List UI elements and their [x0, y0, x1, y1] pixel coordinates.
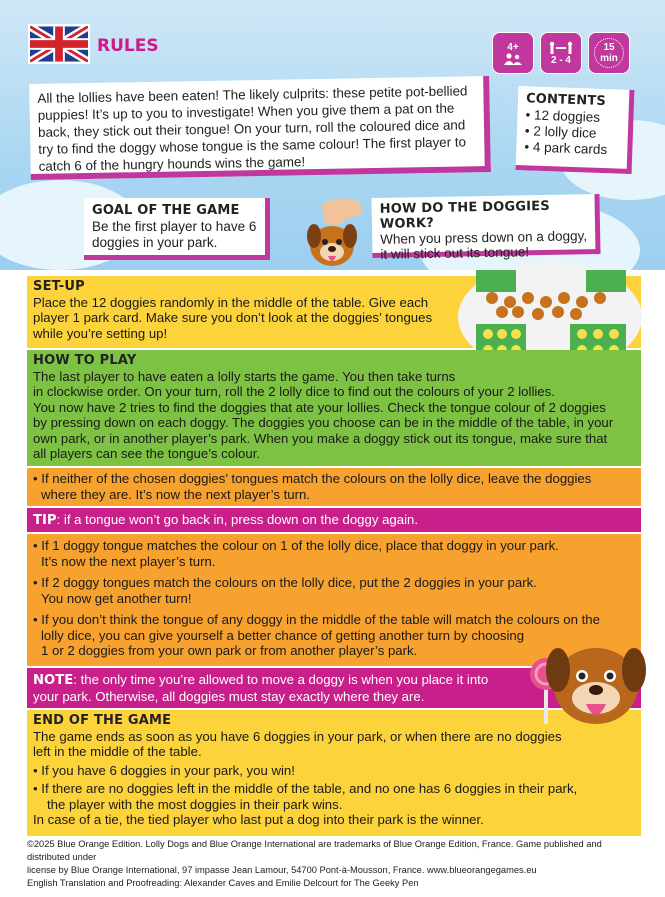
no-match-section	[27, 468, 641, 506]
tip-label: TIP	[33, 513, 57, 528]
how-to-play-line: The last player to have eaten a lolly starts the game. You then take turns	[33, 368, 456, 384]
how-doggies-work-title: HOW DO THE DOGGIES WORK?	[379, 198, 550, 232]
setup-text: Place the 12 doggies randomly in the middle of the table. Give each player 1 park card. Make sure you don’t look at the doggies’ tongues while you’re setting up!	[33, 294, 433, 341]
contents-item: • 2 lolly dice	[524, 123, 597, 141]
end-title: END OF THE GAME	[33, 713, 172, 728]
match-line: • If 1 doggy tongue matches the colour on 1 of the lolly dice, place that doggy in your park.	[33, 538, 559, 553]
game-info-badges	[492, 32, 630, 74]
clock-icon	[594, 38, 624, 68]
goal-title: GOAL OF THE GAME	[92, 203, 240, 218]
age-badge	[492, 32, 534, 74]
how-doggies-work-text: When you press down on a doggy, it will stick out its tongue!	[380, 228, 588, 262]
no-match-line: where they are. It’s now the next player’s turn.	[41, 486, 311, 502]
match-line: You now get another turn!	[41, 590, 192, 606]
contents-box	[516, 86, 635, 174]
doggy-with-lolly-illustration	[530, 624, 650, 734]
footer-line: license by Blue Orange International, 97 impasse Jean Lamour, 54700 Pont-à-Mousson, France. www.blueorangegames.eu	[27, 865, 537, 875]
end-bullet: • If you have 6 doggies in your park, you win!	[33, 762, 295, 778]
contents-list	[524, 107, 621, 158]
time-badge	[588, 32, 630, 74]
how-doggies-work-box	[371, 194, 600, 262]
person-icon	[502, 53, 524, 65]
match-line: lolly dice, you can give yourself a better chance of getting another turn by choosing	[41, 627, 525, 643]
footer-line: ©2025 Blue Orange Edition. Lolly Dogs and Blue Orange International are trademarks of Blue Orange Edition, France. Game published and distributed under	[27, 839, 602, 862]
match-line: It’s now the next player’s turn.	[41, 553, 216, 569]
end-bullet: • If there are no doggies left in the middle of the table, and no one has 6 doggies in their park,	[33, 781, 578, 796]
goal-box	[84, 198, 270, 260]
players-table-icon	[548, 41, 574, 55]
how-to-play-line: You now have 2 tries to find the doggies that ate your lollies. Check the tongue colour of 2 doggies	[33, 399, 606, 415]
players-badge	[540, 32, 582, 74]
how-to-play-line: all players can see the tongue’s colour.	[33, 446, 261, 461]
time-value: 15	[603, 42, 615, 53]
age-value: 4+	[507, 41, 519, 53]
intro-box	[29, 76, 491, 180]
footer-line: English Translation and Proofreading: Alexander Caves and Emilie Delcourt for The Geeky Pen	[27, 878, 419, 888]
how-to-play-section	[27, 350, 641, 466]
match-line: 1 or 2 doggies from your own park or from another player’s park.	[41, 643, 418, 658]
footer	[27, 838, 647, 890]
how-to-play-line: own park, or in another player’s park. When you make a doggy stick out its tongue, make sure that	[33, 430, 608, 446]
time-unit: min	[600, 53, 618, 64]
players-value: 2 - 4	[550, 54, 571, 66]
how-to-play-line: in clockwise order. On your turn, roll the 2 lolly dice to find out the colours of your 2 lollies.	[33, 384, 555, 399]
note-line: : the only time you’re allowed to move a doggy is when you place it into	[73, 672, 489, 687]
end-line: left in the middle of the table.	[33, 744, 202, 759]
no-match-line: • If neither of the chosen doggies’ tongues match the colours on the lolly dice, leave the doggies	[33, 471, 592, 486]
contents-item: • 4 park cards	[524, 139, 608, 158]
setup-title: SET-UP	[33, 279, 85, 294]
contents-title: CONTENTS	[525, 91, 607, 110]
tip-section	[27, 508, 641, 532]
how-to-play-line: by pressing down on each doggy. The doggies you choose can be in the middle of the table, in your	[33, 415, 614, 430]
note-line: your park. Otherwise, all doggies must stay exactly where they are.	[33, 688, 425, 704]
hand-pressing-doggy-illustration	[302, 196, 368, 272]
intro-text: All the lollies have been eaten! The likely culprits: these petite pot-bellied puppies! It’s up to you to investigate! When you give them a pat on the back, they stick out their tongue! On your turn, roll the coloured dice and try to find the doggy whose tongue is the same colour! The first player to catch 6 of the hungry hounds wins the game!	[37, 83, 468, 174]
contents-item: • 12 doggies	[525, 107, 601, 125]
end-tie: In case of a tie, the tied player who last put a dog into their park is the winner.	[33, 812, 484, 827]
end-bullet: the player with the most doggies in their park wins.	[47, 796, 343, 812]
how-to-play-title: HOW TO PLAY	[33, 353, 137, 368]
uk-flag-icon	[28, 24, 90, 64]
end-line: The game ends as soon as you have 6 doggies in your park, or when there are no doggies	[33, 728, 562, 744]
note-label: NOTE	[33, 673, 74, 688]
page-title: RULES	[97, 36, 159, 56]
goal-text: Be the first player to have 6 doggies in your park.	[92, 219, 257, 250]
match-line: • If you don’t think the tongue of any doggy in the middle of the table will match the colours on the	[33, 612, 600, 627]
tip-text: : if a tongue won’t go back in, press down on the doggy again.	[56, 512, 419, 527]
match-line: • If 2 doggy tongues match the colours on the lolly dice, put the 2 doggies in your park.	[33, 575, 537, 590]
